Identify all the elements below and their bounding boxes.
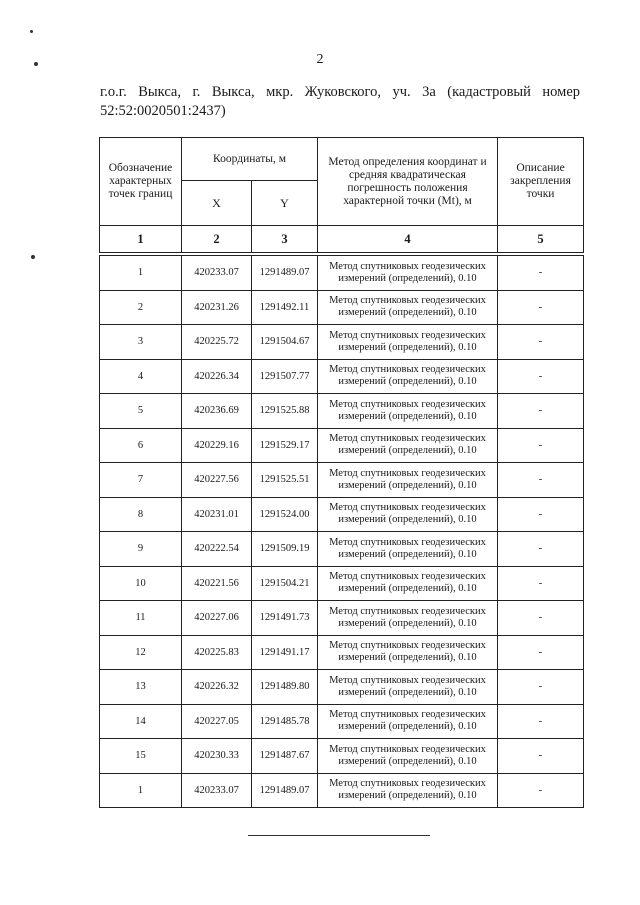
description-cell: - — [498, 532, 584, 567]
method-cell — [318, 463, 498, 498]
address-line-1: г.о.г. Выкса, г. Выкса, мкр. Жуковского, уч. 3а (кадастровый номер — [100, 84, 580, 100]
point-number: 11 — [100, 601, 182, 636]
y-coordinate: 1291507.77 — [252, 359, 318, 394]
column-number: 5 — [498, 226, 584, 253]
coordinates-table — [99, 137, 584, 808]
description-cell: - — [498, 635, 584, 670]
y-coordinate: 1291525.88 — [252, 394, 318, 429]
x-coordinate: 420222.54 — [182, 532, 252, 567]
header-coordinates: Координаты, м — [182, 138, 318, 181]
y-coordinate: 1291529.17 — [252, 428, 318, 463]
method-line-2: измерений (определений), 0.10 — [338, 479, 477, 491]
description-cell: - — [498, 359, 584, 394]
address-line-2: 52:52:0020501:2437) — [100, 103, 226, 119]
header-x: X — [182, 181, 252, 226]
table-row — [100, 704, 584, 739]
description-cell: - — [498, 256, 584, 291]
header-y: Y — [252, 181, 318, 226]
column-number: 2 — [182, 226, 252, 253]
table-row — [100, 290, 584, 325]
method-line-2: измерений (определений), 0.10 — [338, 686, 477, 698]
method-line-1: Метод спутниковых геодезических — [329, 260, 486, 272]
x-coordinate: 420227.56 — [182, 463, 252, 498]
method-line-2: измерений (определений), 0.10 — [338, 617, 477, 629]
method-line-1: Метод спутниковых геодезических — [329, 295, 486, 307]
column-number: 3 — [252, 226, 318, 253]
x-coordinate: 420225.83 — [182, 635, 252, 670]
y-coordinate: 1291489.07 — [252, 773, 318, 808]
method-line-2: измерений (определений), 0.10 — [338, 307, 477, 319]
method-cell — [318, 704, 498, 739]
table-row — [100, 773, 584, 808]
y-coordinate: 1291492.11 — [252, 290, 318, 325]
scan-speck — [31, 255, 35, 259]
point-number: 3 — [100, 325, 182, 360]
address-paragraph — [100, 83, 580, 121]
method-line-2: измерений (определений), 0.10 — [338, 583, 477, 595]
point-number: 9 — [100, 532, 182, 567]
description-cell: - — [498, 394, 584, 429]
y-coordinate: 1291487.67 — [252, 739, 318, 774]
x-coordinate: 420227.06 — [182, 601, 252, 636]
method-line-1: Метод спутниковых геодезических — [329, 329, 486, 341]
table-row — [100, 739, 584, 774]
y-coordinate: 1291509.19 — [252, 532, 318, 567]
point-number: 8 — [100, 497, 182, 532]
y-coordinate: 1291525.51 — [252, 463, 318, 498]
y-coordinate: 1291489.07 — [252, 256, 318, 291]
table-row — [100, 428, 584, 463]
description-cell: - — [498, 773, 584, 808]
point-number: 5 — [100, 394, 182, 429]
y-coordinate: 1291491.17 — [252, 635, 318, 670]
method-cell — [318, 532, 498, 567]
point-number: 6 — [100, 428, 182, 463]
method-cell — [318, 773, 498, 808]
table-row — [100, 635, 584, 670]
x-coordinate: 420231.01 — [182, 497, 252, 532]
method-cell — [318, 566, 498, 601]
x-coordinate: 420225.72 — [182, 325, 252, 360]
table-row — [100, 566, 584, 601]
table-row — [100, 463, 584, 498]
method-line-2: измерений (определений), 0.10 — [338, 548, 477, 560]
point-number: 13 — [100, 670, 182, 705]
method-line-2: измерений (определений), 0.10 — [338, 755, 477, 767]
method-line-2: измерений (определений), 0.10 — [338, 410, 477, 422]
point-number: 14 — [100, 704, 182, 739]
point-number: 12 — [100, 635, 182, 670]
table-row — [100, 497, 584, 532]
method-line-2: измерений (определений), 0.10 — [338, 376, 477, 388]
table-row — [100, 532, 584, 567]
method-cell — [318, 635, 498, 670]
y-coordinate: 1291504.21 — [252, 566, 318, 601]
method-line-2: измерений (определений), 0.10 — [338, 341, 477, 353]
x-coordinate: 420236.69 — [182, 394, 252, 429]
description-cell: - — [498, 290, 584, 325]
method-line-1: Метод спутниковых геодезических — [329, 571, 486, 583]
x-coordinate: 420230.33 — [182, 739, 252, 774]
y-coordinate: 1291489.80 — [252, 670, 318, 705]
column-number: 4 — [318, 226, 498, 253]
table-row — [100, 394, 584, 429]
method-cell — [318, 497, 498, 532]
method-line-1: Метод спутниковых геодезических — [329, 674, 486, 686]
column-number: 1 — [100, 226, 182, 253]
method-line-2: измерений (определений), 0.10 — [338, 652, 477, 664]
x-coordinate: 420221.56 — [182, 566, 252, 601]
table-row — [100, 670, 584, 705]
footer-rule — [248, 835, 430, 836]
point-number: 1 — [100, 773, 182, 808]
x-coordinate: 420231.26 — [182, 290, 252, 325]
method-cell — [318, 428, 498, 463]
method-line-1: Метод спутниковых геодезических — [329, 605, 486, 617]
description-cell: - — [498, 670, 584, 705]
point-number: 7 — [100, 463, 182, 498]
y-coordinate: 1291491.73 — [252, 601, 318, 636]
point-number: 10 — [100, 566, 182, 601]
method-line-1: Метод спутниковых геодезических — [329, 398, 486, 410]
description-cell: - — [498, 325, 584, 360]
method-cell — [318, 290, 498, 325]
description-cell: - — [498, 704, 584, 739]
description-cell: - — [498, 463, 584, 498]
method-line-1: Метод спутниковых геодезических — [329, 364, 486, 376]
method-line-1: Метод спутниковых геодезических — [329, 709, 486, 721]
y-coordinate: 1291524.00 — [252, 497, 318, 532]
header-point-designation: Обозначение характерных точек границ — [100, 138, 182, 226]
method-cell — [318, 739, 498, 774]
method-cell — [318, 394, 498, 429]
method-line-2: измерений (определений), 0.10 — [338, 445, 477, 457]
scan-speck — [30, 30, 33, 33]
method-cell — [318, 256, 498, 291]
method-cell — [318, 325, 498, 360]
method-line-1: Метод спутниковых геодезических — [329, 502, 486, 514]
method-line-1: Метод спутниковых геодезических — [329, 467, 486, 479]
method-line-2: измерений (определений), 0.10 — [338, 272, 477, 284]
description-cell: - — [498, 566, 584, 601]
method-cell — [318, 601, 498, 636]
method-line-2: измерений (определений), 0.10 — [338, 514, 477, 526]
column-numbers-row — [100, 226, 584, 253]
method-line-1: Метод спутниковых геодезических — [329, 536, 486, 548]
method-line-1: Метод спутниковых геодезических — [329, 778, 486, 790]
point-number: 4 — [100, 359, 182, 394]
header-method: Метод определения координат и средняя квадратическая погрешность положения характерной точки (Mt), м — [318, 138, 498, 226]
table-row — [100, 359, 584, 394]
header-description: Описание закрепления точки — [498, 138, 584, 226]
y-coordinate: 1291504.67 — [252, 325, 318, 360]
table-row — [100, 325, 584, 360]
x-coordinate: 420227.05 — [182, 704, 252, 739]
method-line-1: Метод спутниковых геодезических — [329, 640, 486, 652]
x-coordinate: 420233.07 — [182, 256, 252, 291]
point-number: 15 — [100, 739, 182, 774]
page-number: 2 — [316, 52, 324, 67]
method-line-2: измерений (определений), 0.10 — [338, 721, 477, 733]
x-coordinate: 420229.16 — [182, 428, 252, 463]
x-coordinate: 420233.07 — [182, 773, 252, 808]
x-coordinate: 420226.32 — [182, 670, 252, 705]
description-cell: - — [498, 497, 584, 532]
description-cell: - — [498, 428, 584, 463]
point-number: 1 — [100, 256, 182, 291]
method-cell — [318, 359, 498, 394]
method-cell — [318, 670, 498, 705]
method-line-2: измерений (определений), 0.10 — [338, 790, 477, 802]
point-number: 2 — [100, 290, 182, 325]
method-line-1: Метод спутниковых геодезических — [329, 433, 486, 445]
y-coordinate: 1291485.78 — [252, 704, 318, 739]
description-cell: - — [498, 739, 584, 774]
description-cell: - — [498, 601, 584, 636]
table-row — [100, 601, 584, 636]
x-coordinate: 420226.34 — [182, 359, 252, 394]
method-line-1: Метод спутниковых геодезических — [329, 743, 486, 755]
table-row — [100, 256, 584, 291]
